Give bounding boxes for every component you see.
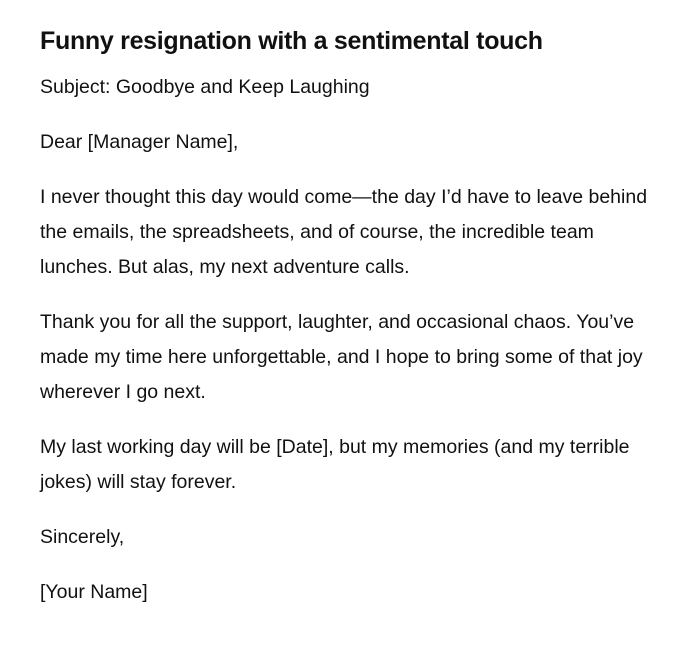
signature: [Your Name]	[40, 581, 148, 603]
document-title: Funny resignation with a sentimental touch	[40, 27, 543, 55]
subject-line: Subject: Goodbye and Keep Laughing	[40, 76, 370, 98]
letter-document	[40, 24, 660, 630]
greeting: Dear [Manager Name],	[40, 131, 239, 153]
closing: Sincerely,	[40, 526, 125, 548]
body-paragraph: I never thought this day would come—the day I’d have to leave behind the emails, the spreadsheets, and of course, the incredible team lunches. But alas, my next adventure calls.	[40, 186, 648, 278]
body-paragraph: Thank you for all the support, laughter, and occasional chaos. You’ve made my time here unforgettable, and I hope to bring some of that joy wherever I go next.	[40, 311, 643, 403]
body-paragraph: My last working day will be [Date], but my memories (and my terrible jokes) will stay forever.	[40, 436, 630, 493]
